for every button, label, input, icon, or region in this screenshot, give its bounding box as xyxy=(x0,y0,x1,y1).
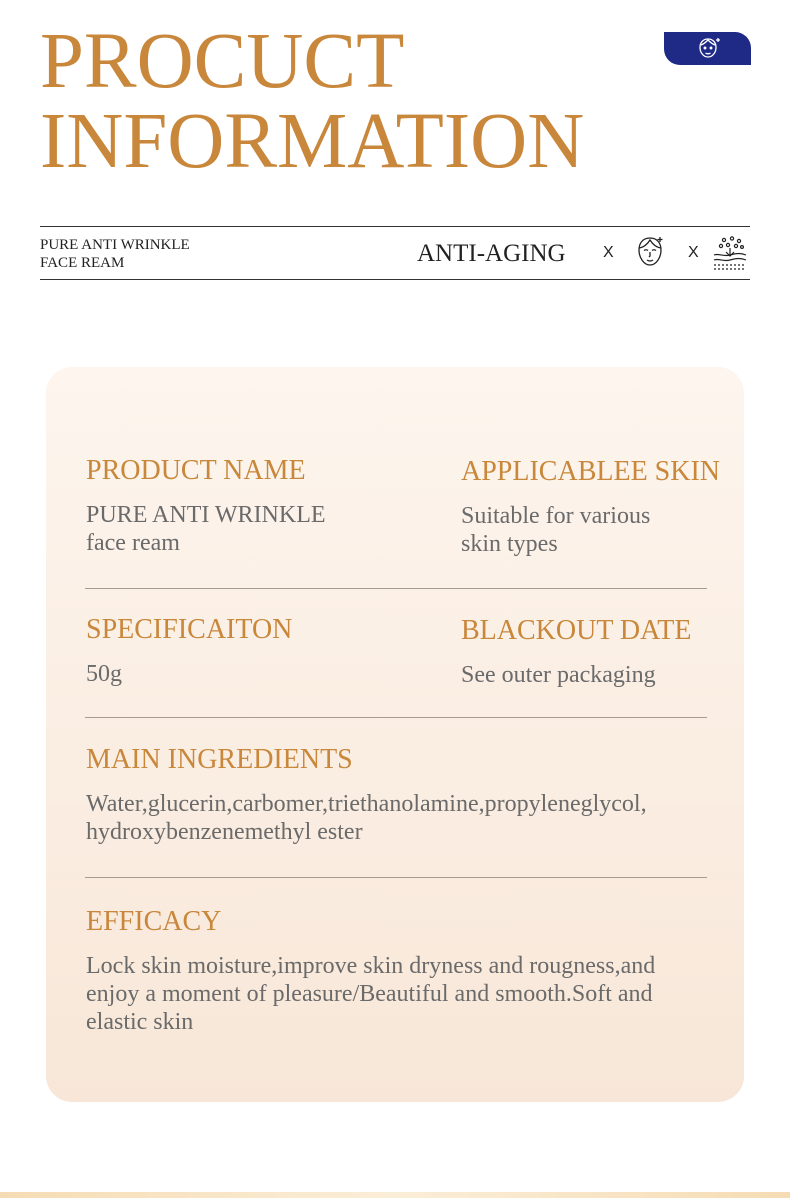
product-name-label: PRODUCT NAME xyxy=(86,455,306,486)
main-ingredients-label: MAIN INGREDIENTS xyxy=(86,744,353,775)
brand-badge xyxy=(664,32,751,65)
product-name-value-line1: PURE ANTI WRINKLE xyxy=(86,502,326,528)
divider xyxy=(85,588,707,589)
applicable-skin-label: APPLICABLEE SKIN xyxy=(461,456,721,487)
strip-product-name xyxy=(40,236,190,272)
efficacy-value xyxy=(86,952,655,1036)
skin-layers-icon xyxy=(712,235,748,271)
efficacy-value-line2: enjoy a moment of pleasure/Beautiful and smooth.Soft and xyxy=(86,981,653,1007)
applicable-skin-value xyxy=(461,502,650,558)
main-ingredients-value xyxy=(86,790,647,846)
strip-product-line2: FACE REAM xyxy=(40,255,125,271)
applicable-skin-value-line1: Suitable for various xyxy=(461,503,651,529)
blackout-date-label: BLACKOUT DATE xyxy=(461,615,692,646)
product-info-card xyxy=(46,367,744,1102)
main-ingredients-value-line2: hydroxybenzenemethyl ester xyxy=(86,819,363,845)
product-strip xyxy=(40,226,750,280)
blackout-date-value: See outer packaging xyxy=(461,662,656,688)
divider xyxy=(85,717,707,718)
page-title-line1: PROCUCT xyxy=(40,18,405,105)
bottom-accent-bar xyxy=(0,1192,790,1198)
face-sparkle-icon xyxy=(694,35,722,63)
efficacy-value-line3: elastic skin xyxy=(86,1009,194,1035)
product-name-value xyxy=(86,501,326,557)
efficacy-value-line1: Lock skin moisture,improve skin dryness and rougness,and xyxy=(86,953,656,979)
page-title xyxy=(40,18,585,185)
specification-label: SPECIFICAITON xyxy=(86,614,293,645)
product-name-value-line2: face ream xyxy=(86,530,180,556)
efficacy-label: EFFICACY xyxy=(86,906,222,937)
applicable-skin-value-line2: skin types xyxy=(461,531,558,557)
page-title-line2: INFORMATION xyxy=(40,98,585,185)
separator-x: X xyxy=(688,244,699,261)
main-ingredients-value-line1: Water,glucerin,carbomer,triethanolamine,propyleneglycol, xyxy=(86,791,647,817)
divider xyxy=(85,877,707,878)
strip-product-line1: PURE ANTI WRINKLE xyxy=(40,237,190,253)
specification-value: 50g xyxy=(86,661,122,687)
woman-face-icon xyxy=(634,235,666,269)
anti-aging-tag: ANTI-AGING xyxy=(417,240,566,267)
separator-x: X xyxy=(603,244,614,261)
